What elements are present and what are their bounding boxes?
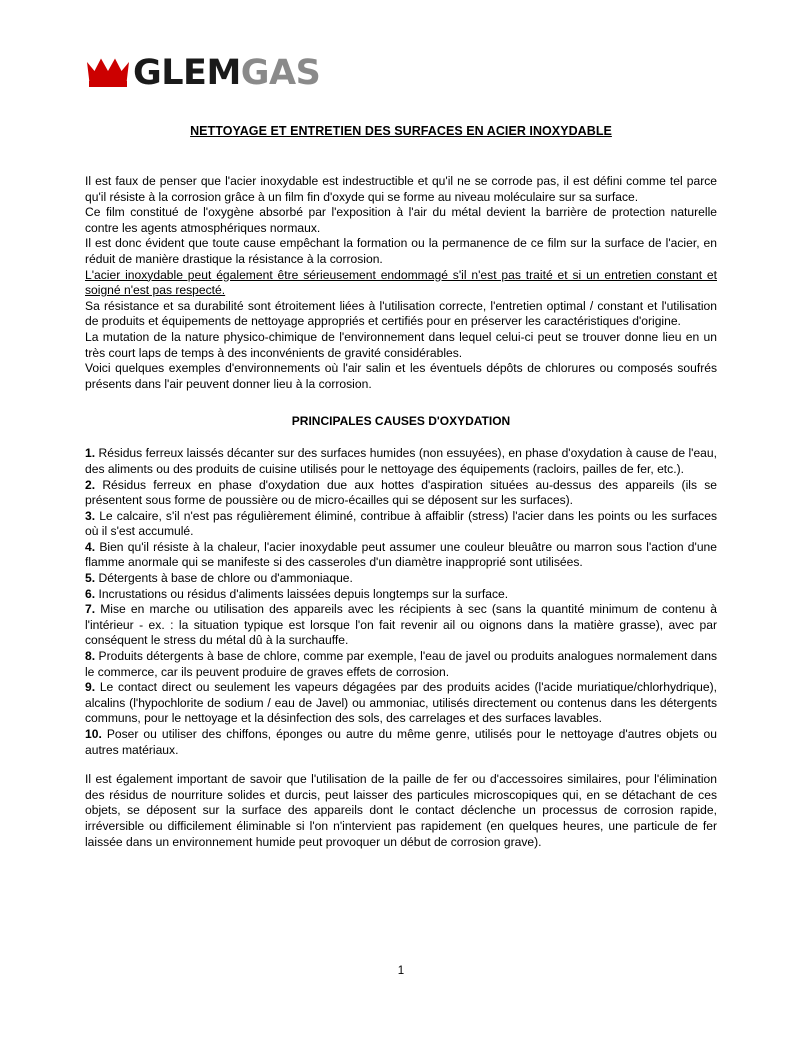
list-item bbox=[85, 571, 717, 587]
paragraph-underlined: L'acier inoxydable peut également être sérieusement endommagé s'il n'est pas traité et si un entretien constant et soigné n'est pas respecté. bbox=[85, 267, 717, 298]
paragraph: La mutation de la nature physico-chimique de l'environnement dans lequel celui-ci peut se trouver donne lieu en un très court laps de temps à des inconvénients de gravité considérables. bbox=[85, 329, 717, 360]
list-item-number: 9. bbox=[85, 680, 96, 695]
list-item bbox=[85, 680, 717, 727]
brand-logo bbox=[85, 53, 717, 93]
list-item bbox=[85, 602, 717, 649]
list-item-text: Résidus ferreux laissés décanter sur des surfaces humides (non essuyées), en phase d'oxydation à cause de l'eau, des aliments ou des produits de cuisine utilisés pour le nettoyage des équipements (racloirs, pailles de fer, etc.). bbox=[85, 446, 717, 476]
closing-paragraph: Il est également important de savoir que l'utilisation de la paille de fer ou d'accessoires similaires, pour l'élimination des résidus de nourriture solides et durcis, peut laisser des particules microscopiques qui, en se détachant de ces objets, se déposent sur la surface des appareils dont le contact déclenche un processus de corrosion rapide, irréversible ou difficilement éliminable si l'on n'intervient pas rapidement (en quelques heures, une particule de fer laissée dans un environnement humide peut provoquer un début de corrosion grave). bbox=[85, 772, 717, 849]
logo-text-primary: GLEM bbox=[133, 53, 241, 93]
page-number: 1 bbox=[397, 965, 405, 977]
list-item-number: 3. bbox=[85, 508, 96, 523]
paragraph: Il est faux de penser que l'acier inoxydable est indestructible et qu'il ne se corrode pas, il est défini comme tel parce qu'il résiste à la corrosion grâce à un film fin d'oxyde qui se forme au niveau moléculaire sur sa surface. bbox=[85, 174, 717, 204]
crown-icon bbox=[85, 56, 131, 90]
causes-list bbox=[85, 446, 717, 758]
list-item bbox=[85, 540, 717, 571]
list-item bbox=[85, 727, 717, 758]
list-item-number: 5. bbox=[85, 571, 96, 586]
section-title: PRINCIPALES CAUSES D'OXYDATION bbox=[291, 414, 511, 429]
list-item-text: Détergents à base de chlore ou d'ammoniaque. bbox=[95, 571, 353, 586]
list-item-text: Le calcaire, s'il n'est pas régulièrement éliminé, contribue à affaiblir (stress) l'acier dans les points ou les surfaces où il s'est accumulé. bbox=[85, 508, 717, 539]
paragraph: Sa résistance et sa durabilité sont étroitement liées à l'utilisation correcte, l'entretien optimal / constant et l'utilisation de produits et équipements de nettoyage appropriés et certifiés pour en préserver les caractéristiques d'origine. bbox=[85, 298, 717, 329]
list-item-text: Mise en marche ou utilisation des appareils avec les récipients à sec (sans la quantité minimum de contenu à l'intérieur - ex. : la situation typique est lorsque l'on fait revenir ail ou oignons dans la matière grasse), avec par conséquent le stress du métal dû à la surchauffe. bbox=[85, 602, 717, 648]
list-item-text: Poser ou utiliser des chiffons, éponges ou autre du même genre, utilisés pour le nettoyage d'autres objets ou autres matériaux. bbox=[85, 727, 717, 757]
list-item bbox=[85, 509, 717, 540]
spacer bbox=[85, 758, 717, 772]
paragraph: Voici quelques exemples d'environnements où l'air salin et les éventuels dépôts de chlorures ou composés soufrés présents dans l'air peuvent donner lieu à la corrosion. bbox=[85, 361, 717, 391]
list-item-number: 7. bbox=[85, 602, 96, 617]
paragraph: Il est donc évident que toute cause empêchant la formation ou la permanence de ce film sur la surface de l'acier, en réduit de manière drastique la résistance à la corrosion. bbox=[85, 236, 717, 266]
list-item bbox=[85, 446, 717, 477]
list-item-text: Résidus ferreux en phase d'oxydation due aux hottes d'aspiration situées au-dessus des appareils (ils se présentent sous forme de poussière ou de micro-écailles qui se déposent sur les surfaces). bbox=[85, 477, 717, 508]
list-item-text: Produits détergents à base de chlore, comme par exemple, l'eau de javel ou produits analogues normalement dans le commerce, car ils peuvent produire de graves effets de corrosion. bbox=[85, 649, 717, 679]
list-item bbox=[85, 587, 717, 603]
list-item bbox=[85, 649, 717, 680]
list-item-number: 4. bbox=[85, 539, 96, 554]
intro-block bbox=[85, 174, 717, 392]
logo-text-secondary: GAS bbox=[240, 53, 321, 93]
list-item-text: Le contact direct ou seulement les vapeurs dégagées par des produits acides (l'acide muriatique/chlorhydrique), alcalins (l'hypochlorite de sodium / eau de Javel) ou ammoniac, utilisés directement ou contenus dans les détergents communs, pour le nettoyage et la désinfection des sols, des carrelages et des surfaces lavables. bbox=[85, 680, 717, 726]
list-item-number: 2. bbox=[85, 477, 96, 492]
list-item-text: Incrustations ou résidus d'aliments laissées depuis longtemps sur la surface. bbox=[95, 586, 509, 601]
list-item-number: 10. bbox=[85, 727, 102, 741]
paragraph: Ce film constitué de l'oxygène absorbé par l'exposition à l'air du métal devient la barrière de protection naturelle contre les agents atmosphériques normaux. bbox=[85, 205, 717, 235]
list-item-number: 1. bbox=[85, 446, 96, 461]
list-item bbox=[85, 478, 717, 509]
page-title: NETTOYAGE ET ENTRETIEN DES SURFACES EN ACIER INOXYDABLE bbox=[190, 124, 612, 138]
list-item-text: Bien qu'il résiste à la chaleur, l'acier inoxydable peut assumer une couleur bleuâtre ou marron sous l'action d'une flamme anormale qui se manifeste si des casseroles d'un diamètre inapproprié sont utilisées. bbox=[85, 539, 717, 570]
list-item-number: 8. bbox=[85, 649, 96, 664]
list-item-number: 6. bbox=[85, 586, 96, 601]
